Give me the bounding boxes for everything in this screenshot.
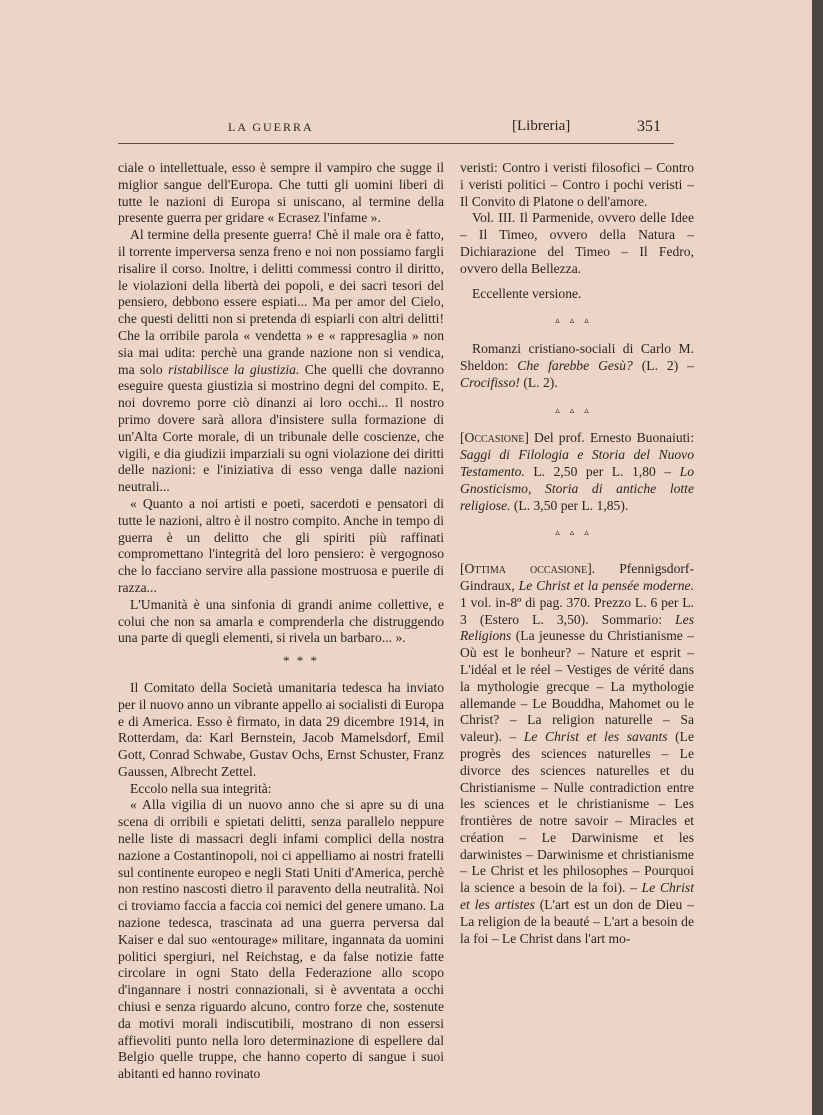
paragraph: Vol. III. Il Parmenide, ovvero delle Idee – Il Timeo, ovvero della Natura – Dichiarazione del Timeo – Il Fedro, ovvero della Bellezza.: [460, 210, 694, 276]
page-number: 351: [637, 118, 661, 135]
ornament-divider: ▵▵▵: [555, 527, 599, 538]
book-listing: Romanzi cristiano-sociali di Carlo M. Sheldon: Che farebbe Gesù? (L. 2) – Crocifisso! (L. 2).: [460, 341, 694, 390]
ornament-divider: ▵▵▵: [555, 404, 599, 415]
header-section-title: LA GUERRA: [228, 120, 314, 134]
paragraph: ciale o intellettuale, esso è sempre il vampiro che sugge il miglior sangue dell'Europa. Che tutti gli uomini liberi di tutte le nazioni di Europa si uniscano, al termine della presente guerra per gridare « Ecrasez l'infame ».: [118, 160, 444, 226]
paragraph: L'Umanità è una sinfonia di grandi anime collettive, e colui che non sa amarla e comprenderla che distruggendo una parte di quegli elementi, si rivela un barbaro... ».: [118, 596, 444, 646]
paragraph: Il Comitato della Società umanitaria tedesca ha inviato per il nuovo anno un vibrante appello ai socialisti di Europa e di America. Esso è firmato, in data 29 dicembre 1914, in Rotterdam, da: Karl Bernstein, Jacob Mamelsdorf, Emil Gott, Conrad Schwabe, Gustav Ochs, Ernst Schuster, Franz Gaussen, Albrecht Zettel.: [118, 679, 444, 779]
paragraph: Al termine della presente guerra! Chè il male ora è fatto, il torrente imperversa senza freno e noi non possiamo fargli risalire il corso. Inoltre, i delitti commessi contro il diritto, le violazioni della libertà dei popoli, e dei sacri tesori del pensiero, debbono essere espiati... Ma per amor del Cielo, che questi delitti non si pretenda di espiarli con altri delitti! Che la orribile parola « vendetta » e « rappresaglia » non sia mai udita: perchè una grande nazione non si vendica, ma solo ristabilisce la giustizia. Che quelli che dovranno eseguire questa giustizia si mostrino degni del compito. E, noi dovremo porre ciò dinanzi ai loro occhi... Il nostro primo dovere sarà allora d'insistere sulla formazione di un'Alta Corte morale, di un tribunale delle coscienze, che vigili, e dia giudizii imparziali su ogni violazione dei diritti delle nazioni: e l'iniziativa di esso venga dalle nazioni neutrali...: [118, 227, 445, 495]
paragraph: Eccolo nella sua integrità:: [130, 780, 272, 796]
ornament-divider: ▵▵▵: [555, 315, 599, 326]
header-section-label: [Libreria]: [512, 118, 571, 134]
section-separator: * * *: [283, 653, 319, 669]
paragraph: veristi: Contro i veristi filosofici – Contro i veristi politici – Contro i pochi veristi – Il Convito di Platone o dell'amore.: [460, 160, 694, 209]
running-header: [0, 118, 812, 138]
left-column: [118, 160, 444, 1083]
book-listing: [Occasione] Del prof. Ernesto Buonaiuti: Saggi di Filologia e Storia del Nuovo Testamento. L. 2,50 per L. 1,80 – Lo Gnosticismo, Storia di antiche lotte religiose. (L. 3,50 per L. 1,85).: [460, 430, 694, 513]
page-edge: [812, 0, 823, 1115]
paragraph: Eccellente versione.: [472, 285, 582, 301]
paragraph: « Alla vigilia di un nuovo anno che si apre su di una scena di orribili e spietati delitti, senza parallelo neppure nelle liste di massacri degli infami complici della nostra nazione a Costantinopoli, noi ci appelliamo ai nostri fratelli sul continente europeo e negli Stati Uniti d'America, perchè non restino nascosti dietro il paravento della neutralità. Noi ci troviamo faccia a faccia coi nemici del genere umano. La nazione tedesca, trascinata ad una guerra perversa dal Kaiser e dal suo «entourage» militare, ingannata da uomini politici spergiuri, nel Reichstag, e da false notizie fatte circolare in ogni Stato della Federazione allo scopo d'ingannare i nostri connazionali, si è avventata a occhi chiusi e senza riguardo alcuno, contro forze che, sostenute da motivi morali indiscutibili, mostrano di non essersi affievoliti punto nella loro determinazione di espellere dal Belgio quelle truppe, che hanno coperto di sangue i suoi abitanti ed hanno rovinato: [118, 797, 444, 1082]
book-listing: [Ottima occasione]. Pfennigsdorf-Gindraux, Le Christ et la pensée moderne. 1 vol. in-8º di pag. 370. Prezzo L. 6 per L. 3 (Estero L. 3,50). Sommario: Les Religions (La jeunesse du Christianisme – Où est le bonheur? – Nature et esprit – L'idéal et le réel – Vestiges de vérité dans la mythologie grecque – La mythologie allemande – Le Bouddha, Mahomet ou le Christ? – La religion naturelle – Sa valeur). – Le Christ et les savants (Le progrès des sciences naturelles – Le divorce des sciences naturelles et du Christianisme – Nulle contradiction entre les sciences et le christianisme – Les frontières de notre savoir – Miracles et création – Le Darwinisme et les darwinistes – Darwinisme et christianisme – Le Christ et les philosophes – Pourquoi la science a besoin de la foi). – Le Christ et les artistes (L'art est un don de Dieu – La religion de la beauté – L'art a besoin de la foi – Le Christ dans l'art mo-: [460, 561, 694, 946]
paragraph: « Quanto a noi artisti e poeti, sacerdoti e pensatori di tutte le nazioni, altro è il nostro compito. Anche in tempo di guerra è un delitto che gli spiriti più raffinati compromettano l'integrità del loro pensiero: è vergognoso che lo facciano servire alla passione mostruosa e puerile di razza...: [118, 495, 444, 595]
right-column: [460, 160, 694, 947]
header-rule: [118, 143, 674, 144]
